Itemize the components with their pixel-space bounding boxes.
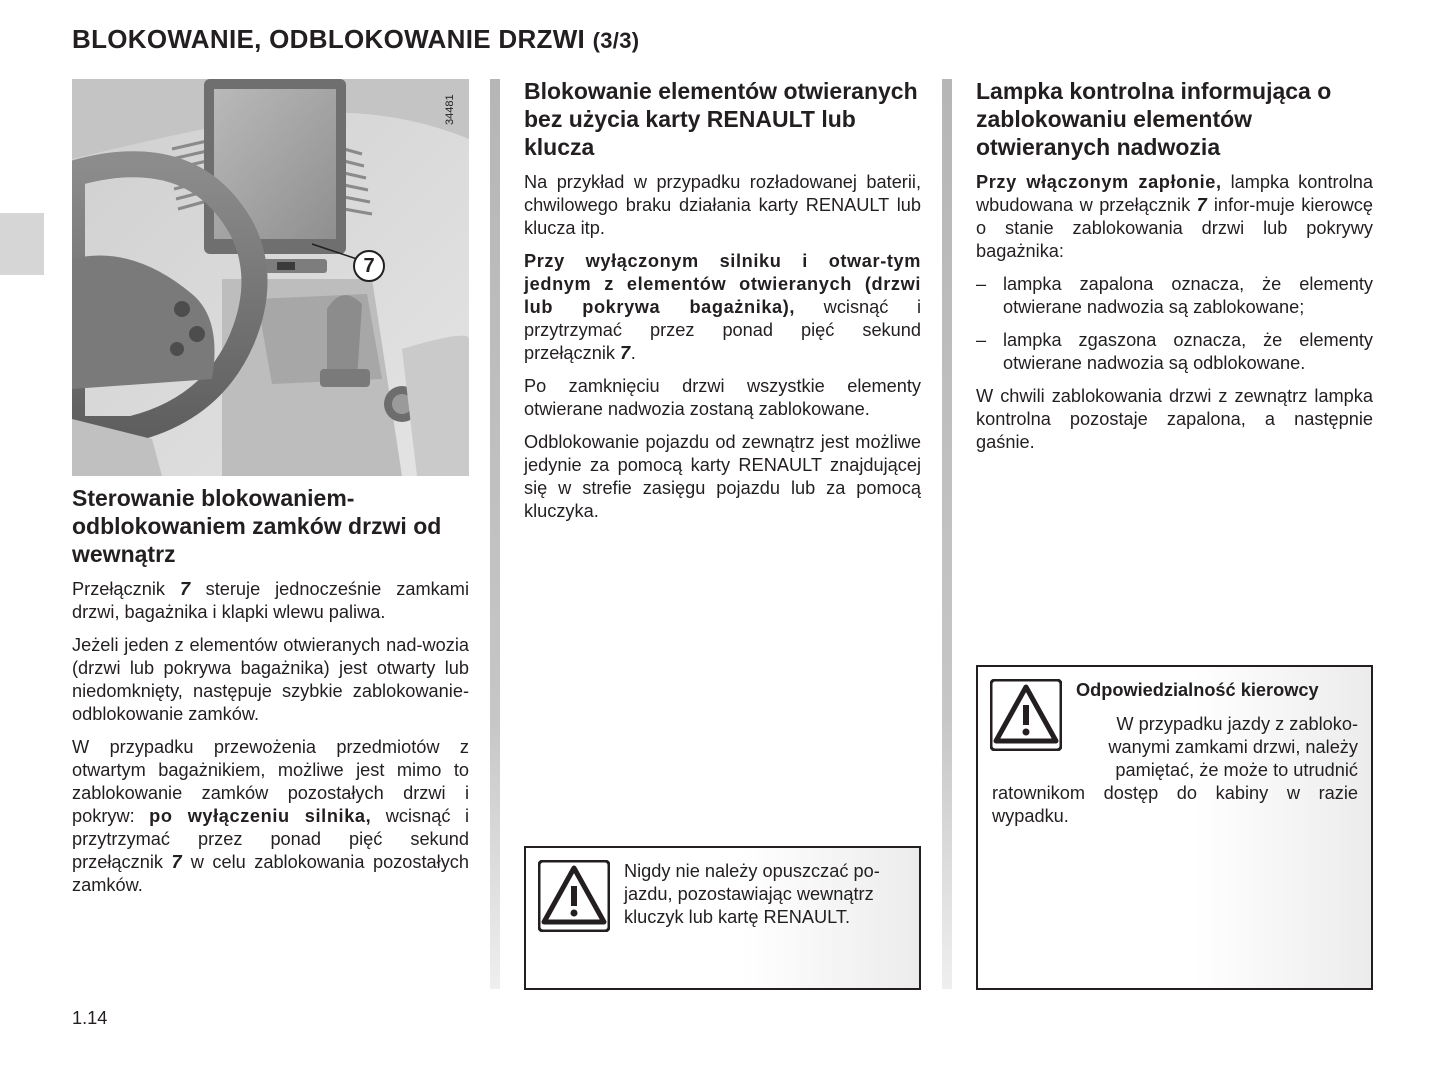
- warning-line-1: W przypadku jazdy z zabloko-: [1116, 714, 1358, 734]
- warning-title-right: Odpowiedzialność kierowcy: [1076, 680, 1319, 700]
- warning-text-middle: Nigdy nie należy opuszczać po-jazdu, pozostawiając wewnątrz kluczyk lub kartę RENAULT.: [624, 861, 880, 927]
- section-title-interior-locking: Sterowanie blokowaniem-odblokowaniem zamków drzwi od wewnątrz: [72, 485, 442, 567]
- paragraph-open-boot: W przypadku przewożenia przedmiotów z otwartym bagażnikiem, możliwe jest mimo to zablokowanie zamków pozostałych drzwi i pokryw: po wyłączeniu silnika, wcisnąć i przytrzymać przez ponad pięć sekund przełącznik 7 w celu zablokowania pozostałych zamków.: [72, 737, 470, 895]
- paragraph-example: Na przykład w przypadku rozładowanej baterii, chwilowego braku działania karty RENAULT lub klucza itp.: [524, 172, 921, 238]
- warning-box-right: [976, 665, 1373, 990]
- section-title-warning-lamp: Lampka kontrolna informująca o zablokowaniu elementów otwieranych nadwozia: [976, 78, 1332, 160]
- page-title-part: (3/3): [592, 28, 640, 53]
- paragraph-unlocking-outside: Odblokowanie pojazdu od zewnątrz jest możliwe jedynie za pomocą karty RENAULT znajdującej się w strefie zasięgu pojazdu lub za pomocą kluczyka.: [524, 432, 921, 521]
- chapter-tab: [0, 213, 44, 275]
- warning-box-middle: [524, 846, 921, 990]
- column-right: [976, 77, 1373, 464]
- figure-reference-number: 34481: [444, 94, 456, 125]
- callout-7: 7: [353, 250, 385, 282]
- warning-line-3: pamiętać, że może to utrudnić: [1115, 760, 1358, 780]
- warning-triangle-icon: [990, 679, 1062, 751]
- warning-line-2: wanymi zamkami drzwi, należy: [1108, 737, 1358, 757]
- list-item: – lampka zapalona oznacza, że elementy otwierane nadwozia są zablokowane;: [976, 274, 1373, 317]
- page-number: 1.14: [72, 1008, 108, 1028]
- column-divider-left: [490, 79, 500, 989]
- paragraph-external-lock: W chwili zablokowania drzwi z zewnątrz lampka kontrolna pozostaje zapalona, a następnie gaśnie.: [976, 386, 1373, 452]
- dashboard-drawing: [72, 79, 469, 476]
- lamp-states-list: [976, 273, 1373, 375]
- warning-text-rest: ratownikom dostęp do kabiny w razie wypadku.: [992, 783, 1358, 826]
- column-left: [72, 484, 469, 907]
- column-divider-right: [942, 79, 952, 989]
- paragraph-quick-lock: Jeżeli jeden z elementów otwieranych nad-wozia (drzwi lub pokrywa bagażnika) jest otwarty lub niedomknięty, następuje szybkie zablokowanie-odblokowanie zamków.: [72, 635, 469, 724]
- paragraph-engine-off: Przy wyłączonym silniku i otwar-tym jednym z elementów otwieranych (drzwi lub pokrywa bagażnika), wcisnąć i przytrzymać przez ponad pięć sekund przełącznik 7.: [524, 251, 921, 363]
- paragraph-ignition-on: Przy włączonym zapłonie, lampka kontrolna wbudowana w przełącznik 7 infor-muje kierowcę o stanie zablokowania drzwi lub pokrywy bagażnika:: [976, 172, 1374, 261]
- column-middle: [524, 77, 921, 533]
- dashboard-illustration: [72, 79, 469, 476]
- section-title-locking-without-card: Blokowanie elementów otwieranych bez użycia karty RENAULT lub klucza: [524, 78, 918, 160]
- list-item: – lampka zgaszona oznacza, że elementy otwierane nadwozia są odblokowane.: [976, 330, 1373, 373]
- page-title: [72, 24, 639, 55]
- page-title-main: BLOKOWANIE, ODBLOKOWANIE DRZWI: [72, 24, 586, 54]
- paragraph-after-closing: Po zamknięciu drzwi wszystkie elementy otwierane nadwozia zostaną zablokowane.: [524, 376, 921, 419]
- warning-triangle-icon: [538, 860, 610, 932]
- paragraph-switch-description: Przełącznik 7 steruje jednocześnie zamkami drzwi, bagażnika i klapki wlewu paliwa.: [72, 579, 469, 622]
